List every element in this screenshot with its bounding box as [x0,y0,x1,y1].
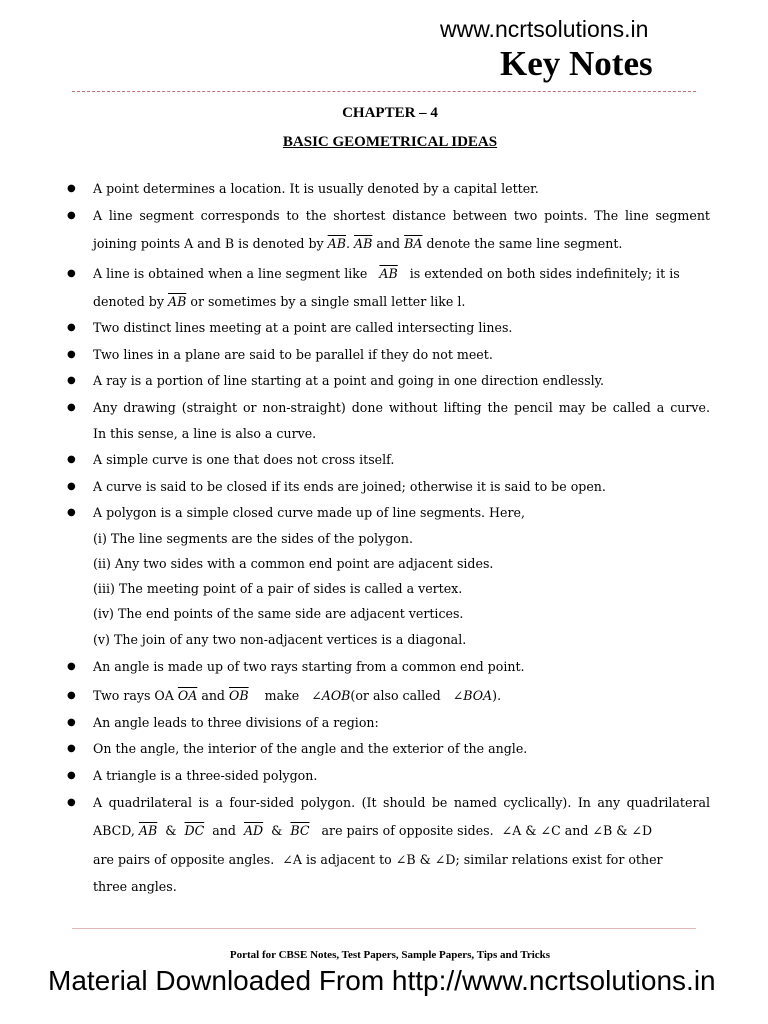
note-line: A polygon is a simple closed curve made up of line segments. Here, [93,505,525,520]
note-line: denoted by $\overline{AB}$ or sometimes by a single small letter like l. [93,294,466,309]
bullet-icon: ● [67,210,76,221]
note-line: three angles. [93,879,177,894]
note-line: A line segment corresponds to the shortest distance between two points. The line segment [93,208,710,223]
footer-divider [72,928,696,929]
bullet-icon: ● [67,507,76,518]
bullet-icon: ● [67,797,76,808]
bullet-icon: ● [67,402,76,413]
note-line: ABCD, $\overline{AB}$ & $\overline{DC}$ and $\overline{AD}$ & $\overline{BC}$ are pairs of opposite sides. ∠A & ∠C and ∠B & ∠D [93,823,653,838]
bullet-icon: ● [67,770,76,781]
bullet-icon: ● [67,322,76,333]
note-line: (v) The join of any two non-adjacent vertices is a diagonal. [93,632,467,647]
bullet-icon: ● [67,690,76,701]
bullet-icon: ● [67,661,76,672]
bullet-icon: ● [67,454,76,465]
note-line: A simple curve is one that does not cross itself. [93,452,395,467]
topic-heading: BASIC GEOMETRICAL IDEAS [282,134,498,150]
note-line: In this sense, a line is also a curve. [93,426,317,441]
note-line: (ii) Any two sides with a common end point are adjacent sides. [93,556,494,571]
footer-portal-text: Portal for CBSE Notes, Test Papers, Sample Papers, Tips and Tricks [229,949,551,961]
bullet-icon: ● [67,743,76,754]
note-line: Two rays OA $\overline{OA}$ and $\overline{OB}$ make ∠AOB(or also called ∠BOA). [93,688,502,703]
site-url: www.ncrtsolutions.in [440,16,649,42]
note-line: (iii) The meeting point of a pair of sides is called a vertex. [93,581,463,596]
note-line: (iv) The end points of the same side are adjacent vertices. [93,606,464,621]
bullet-icon: ● [67,717,76,728]
note-line: A ray is a portion of line starting at a point and going in one direction endlessly. [93,373,605,388]
note-line: A line is obtained when a line segment like $\overline{AB}$ is extended on both sides indefinitely; it is [93,266,680,281]
note-line: joining points A and B is denoted by $\overline{AB}$. $\overline{AB}$ and $\overline{BA}$ denote the same line segment. [93,236,623,251]
note-line: are pairs of opposite angles. ∠A is adjacent to ∠B & ∠D; similar relations exist for other [93,852,663,867]
note-line: A curve is said to be closed if its ends are joined; otherwise it is said to be open. [93,479,606,494]
bullet-icon: ● [67,268,76,279]
note-line: (i) The line segments are the sides of the polygon. [93,531,413,546]
note-line: Two distinct lines meeting at a point are called intersecting lines. [93,320,513,335]
note-line: A quadrilateral is a four-sided polygon. (It should be named cyclically). In any quadrilateral [93,795,710,810]
chapter-heading: CHAPTER – 4 [342,105,438,121]
bullet-icon: ● [67,183,76,194]
note-line: A triangle is a three-sided polygon. [93,768,318,783]
note-line: An angle is made up of two rays starting from a common end point. [93,659,525,674]
note-line: Any drawing (straight or non-straight) done without lifting the pencil may be called a curve. [93,400,710,415]
note-line: On the angle, the interior of the angle and the exterior of the angle. [93,741,528,756]
footer-download-text: Material Downloaded From http://www.ncrtsolutions.in [48,965,716,996]
bullet-icon: ● [67,375,76,386]
note-line: Two lines in a plane are said to be parallel if they do not meet. [93,347,493,362]
bullet-icon: ● [67,349,76,360]
bullet-icon: ● [67,481,76,492]
key-notes-title: Key Notes [500,44,653,83]
note-line: An angle leads to three divisions of a region: [93,715,379,730]
note-line: A point determines a location. It is usually denoted by a capital letter. [93,181,539,196]
